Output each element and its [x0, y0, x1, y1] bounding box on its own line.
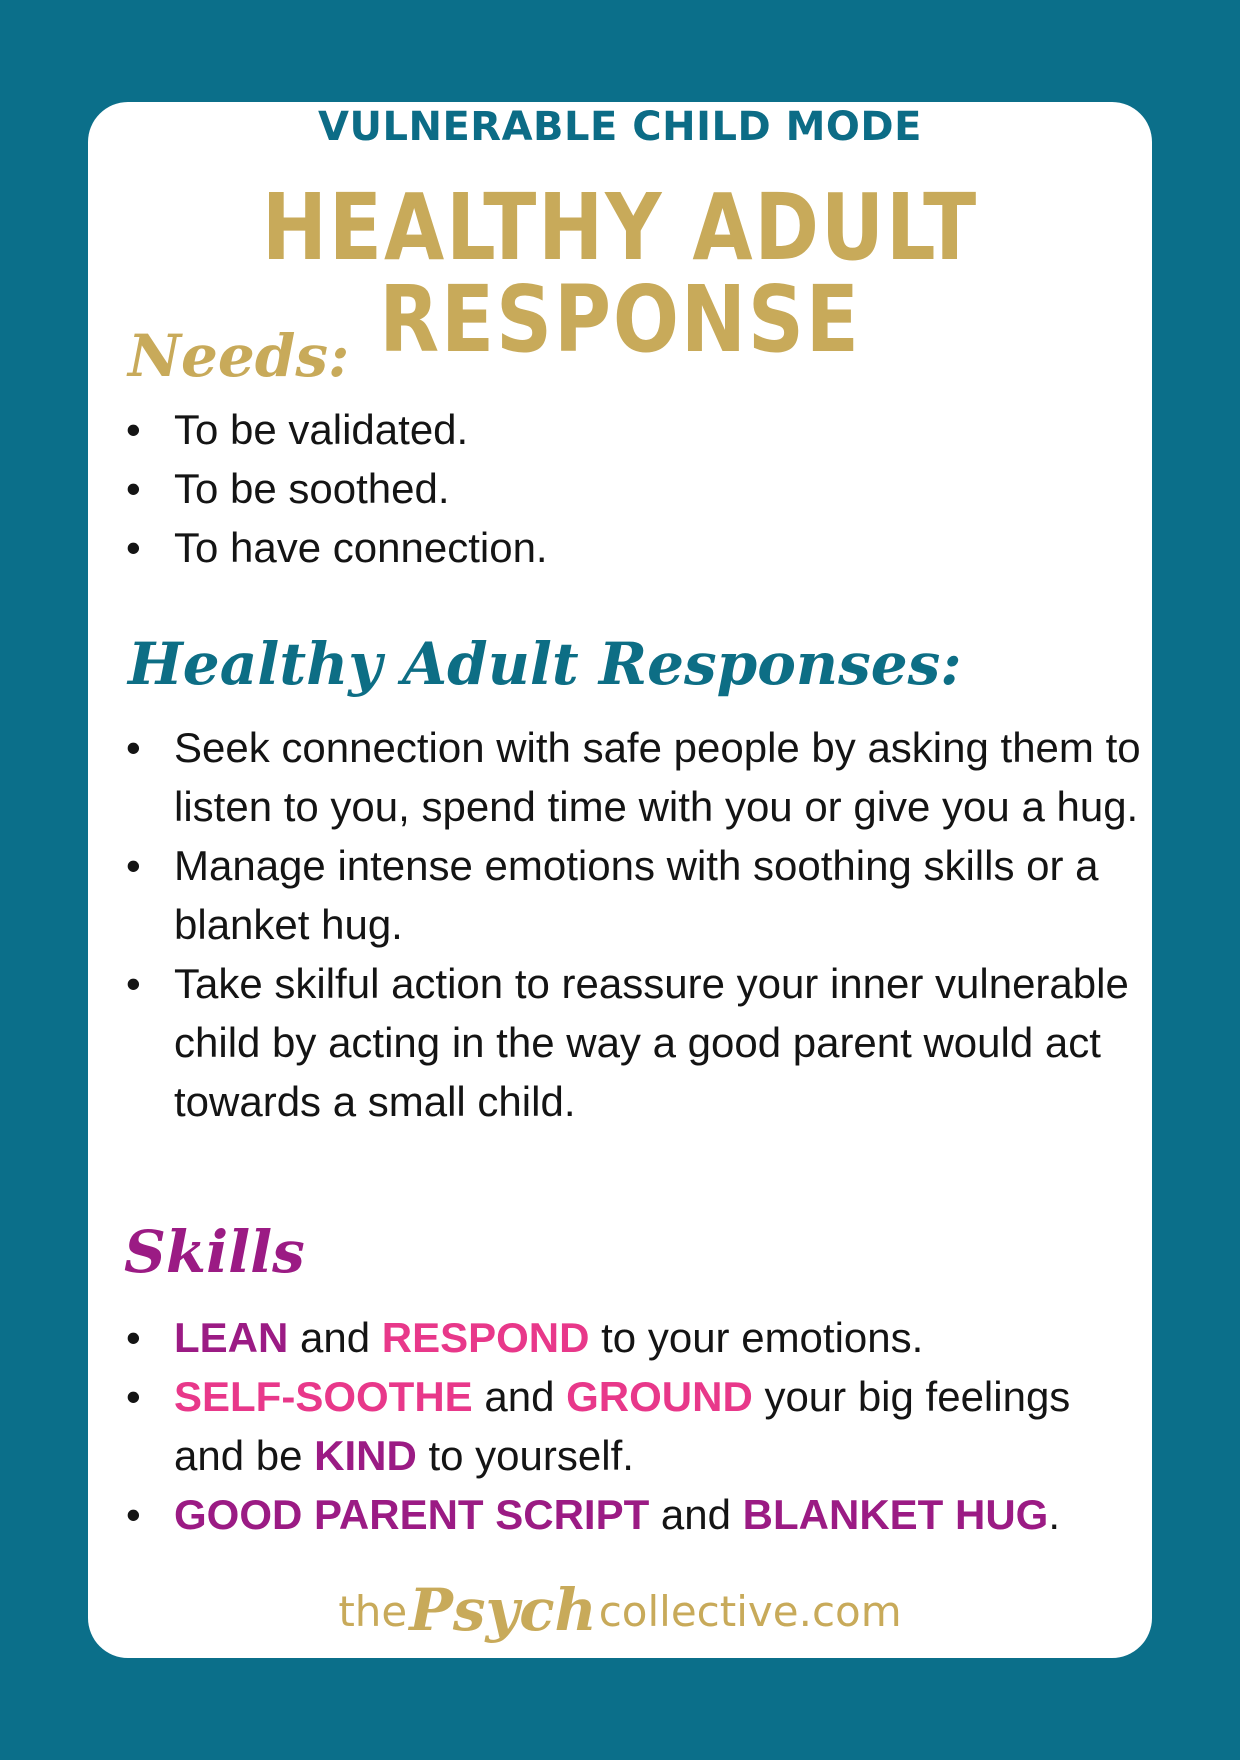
list-item: [126, 518, 1124, 577]
bullet-icon: •: [126, 406, 141, 453]
footer-domain: collective.com: [598, 1587, 902, 1636]
bullet-icon: •: [126, 524, 141, 571]
list-item: [126, 1308, 1134, 1367]
skill-text: to your emotions.: [589, 1314, 924, 1361]
skill-keyword: GOOD PARENT SCRIPT: [174, 1491, 650, 1538]
list-item: [126, 954, 1144, 1131]
bullet-icon: •: [126, 1314, 141, 1361]
list-item: [126, 1485, 1134, 1544]
bullet-icon: •: [126, 724, 141, 771]
skill-text: to yourself.: [416, 1432, 634, 1479]
footer-prefix: the: [338, 1587, 408, 1636]
bullet-icon: •: [126, 1373, 141, 1420]
responses-list: [126, 718, 1144, 1131]
list-item: [126, 1367, 1134, 1485]
skill-text: .: [1048, 1491, 1060, 1538]
list-item-text: To be soothed.: [174, 465, 450, 512]
bullet-icon: •: [126, 960, 141, 1007]
list-item-text: Take skilful action to reassure your inner vulnerable child by acting in the way a good parent would act towards a small child.: [174, 960, 1129, 1125]
skill-text: and: [649, 1491, 743, 1538]
needs-list: [126, 400, 1124, 577]
needs-heading: Needs:: [128, 322, 350, 390]
list-item: [126, 836, 1144, 954]
list-item-text: To have connection.: [174, 524, 548, 571]
skill-text: your big feelings and be: [174, 1373, 1071, 1479]
mode-kicker: VULNERABLE CHILD MODE: [318, 104, 922, 150]
skill-keyword: KIND: [314, 1432, 417, 1479]
brand-logo: Psych: [409, 1576, 597, 1644]
list-item-text: To be validated.: [174, 406, 469, 453]
list-item-text: Seek connection with safe people by asking them to listen to you, spend time with you or give you a hug.: [174, 724, 1141, 830]
bullet-icon: •: [126, 1491, 141, 1538]
page-title: HEALTHY ADULT RESPONSE: [261, 174, 979, 373]
responses-heading: Healthy Adult Responses:: [128, 630, 962, 698]
skill-text: and: [288, 1314, 382, 1361]
skill-keyword: LEAN: [174, 1314, 289, 1361]
skills-heading: Skills: [124, 1218, 305, 1286]
list-item-text: Manage intense emotions with soothing skills or a blanket hug.: [174, 842, 1099, 948]
list-item: [126, 400, 1124, 459]
bullet-icon: •: [126, 465, 141, 512]
skill-keyword: RESPOND: [381, 1314, 590, 1361]
list-item: [126, 718, 1144, 836]
list-item: [126, 459, 1124, 518]
website-footer: [0, 1576, 1240, 1644]
skill-keyword: BLANKET HUG: [742, 1491, 1049, 1538]
bullet-icon: •: [126, 842, 141, 889]
skill-text: and: [472, 1373, 567, 1420]
skill-keyword: GROUND: [566, 1373, 753, 1420]
skills-list: [126, 1308, 1134, 1544]
skill-keyword: SELF-SOOTHE: [174, 1373, 473, 1420]
